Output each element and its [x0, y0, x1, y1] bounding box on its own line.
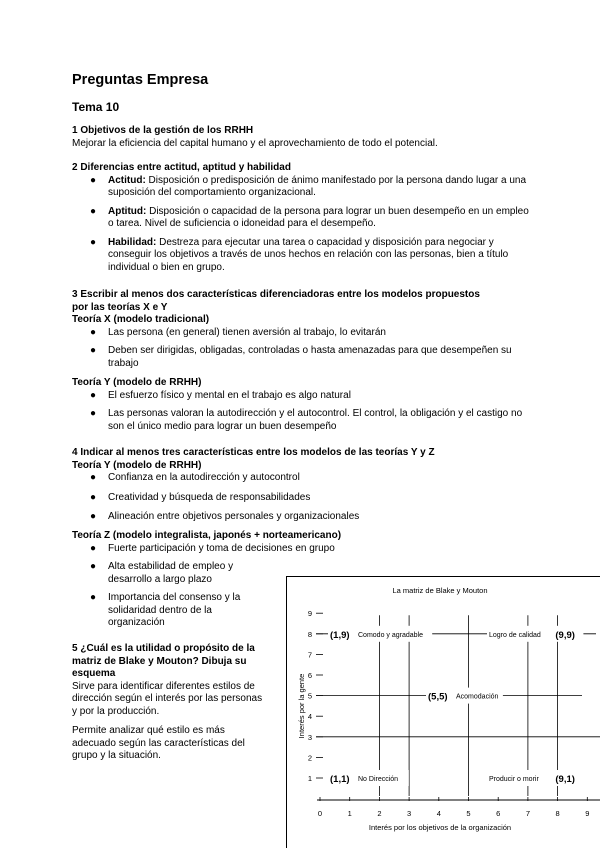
bullet-icon: ●: [90, 511, 96, 524]
section-5-p2: Permite analizar qué estilo es más adecuado según las características del grupo y la situación.: [72, 725, 268, 763]
list-item: [72, 592, 268, 630]
point-coord: (5,5): [428, 692, 448, 703]
section-1: [72, 125, 532, 150]
bullet-icon: ●: [90, 543, 96, 556]
section-5-heading: 5 ¿Cuál es la utilidad o propósito de la matriz de Blake y Mouton? Dibuja su esquema: [72, 643, 268, 681]
section-3-y: [72, 377, 532, 439]
list-item: [72, 561, 268, 586]
list-text: El esfuerzo físico y mental en el trabajo es algo natural: [108, 390, 351, 401]
bullet-icon: ●: [90, 327, 96, 340]
list-text: Alineación entre objetivos personales y organizacionales: [108, 511, 359, 522]
section-1-text: Mejorar la eficiencia del capital humano y el aprovechamiento de todo el potencial.: [72, 138, 532, 151]
x-tick-label: 9: [585, 809, 589, 818]
definition: Disposición o capacidad de la persona para lograr un buen desempeño en un empleo o tarea. Nivel de suficiencia o idoneidad para el desempeño.: [108, 206, 529, 230]
section-2-heading: 2 Diferencias entre actitud, aptitud y habilidad: [72, 162, 532, 175]
list-item: [72, 408, 532, 433]
bullet-icon: ●: [90, 561, 96, 574]
point-coord: (9,1): [555, 774, 575, 785]
y-tick-label: 4: [308, 712, 312, 721]
theory-y-title-2: Teoría Y (modelo de RRHH): [72, 460, 532, 473]
list-item: [72, 237, 532, 275]
point-coord: (9,9): [555, 630, 575, 641]
y-tick-label: 5: [308, 692, 312, 701]
y-tick-label: 3: [308, 733, 312, 742]
definition: Destreza para ejecutar una tarea o capacidad y disposición para negociar y conseguir los objetivos a través de unos hechos en relación con las personas, bien a título individual o bien en grupo.: [108, 237, 508, 273]
bullet-icon: ●: [90, 237, 96, 250]
point-label: No Dirección: [358, 776, 398, 783]
list-item: [72, 206, 532, 231]
point-label: Comodo y agradable: [358, 632, 423, 639]
page-title: Preguntas Empresa: [72, 72, 208, 88]
x-tick-label: 0: [318, 809, 322, 818]
section-4-heading: 4 Indicar al menos tres características entre los modelos de las teorías Y y Z: [72, 447, 532, 460]
y-tick-label: 9: [308, 609, 312, 618]
term: Habilidad:: [108, 237, 156, 248]
term: Aptitud:: [108, 206, 146, 217]
bullet-icon: ●: [90, 408, 96, 421]
definition: Disposición o predisposición de ánimo manifestado por la persona dando lugar a una suposición del comportamiento organizacional.: [108, 175, 526, 199]
chart-svg: [286, 576, 600, 848]
bullet-icon: ●: [90, 390, 96, 403]
list-text: Creatividad y búsqueda de responsabilidades: [108, 492, 310, 503]
bullet-icon: ●: [90, 206, 96, 219]
section-2-list: [72, 175, 532, 275]
x-tick-label: 6: [496, 809, 500, 818]
x-tick-label: 3: [407, 809, 411, 818]
list-text: Fuerte participación y toma de decisiones en grupo: [108, 543, 335, 554]
y-axis-label: Interés por la gente: [297, 674, 306, 739]
blake-mouton-chart: [286, 576, 600, 848]
theory-y-list-2: [72, 472, 532, 524]
x-tick-label: 7: [526, 809, 530, 818]
section-1-heading: 1 Objetivos de la gestión de los RRHH: [72, 125, 532, 138]
theory-x-list: [72, 327, 532, 371]
bullet-icon: ●: [90, 492, 96, 505]
y-tick-label: 2: [308, 753, 312, 762]
list-item: [72, 327, 532, 340]
x-axis-label: Interés por los objetivos de la organización: [369, 823, 511, 832]
list-item: [72, 492, 532, 505]
section-5-p1: Sirve para identificar diferentes estilos de dirección según el interés por las personas y por la producción.: [72, 681, 268, 719]
section-3-heading: 3 Escribir al menos dos características diferenciadoras entre los modelos propuestos por las teorías X e Y: [72, 289, 492, 314]
theory-x-title: Teoría X (modelo tradicional): [72, 314, 532, 327]
point-label: Logro de calidad: [489, 632, 541, 639]
x-tick-label: 4: [437, 809, 441, 818]
y-tick-label: 8: [308, 630, 312, 639]
list-item: [72, 472, 532, 485]
list-item: [72, 345, 532, 370]
bullet-icon: ●: [90, 592, 96, 605]
list-text: Confianza en la autodirección y autocontrol: [108, 472, 300, 483]
list-item: [72, 511, 532, 524]
x-tick-label: 2: [377, 809, 381, 818]
theory-y-list: [72, 390, 532, 434]
theory-y-title: Teoría Y (modelo de RRHH): [72, 377, 532, 390]
point-label: Acomodación: [456, 694, 499, 701]
section-4: [72, 447, 532, 531]
point-coord: (1,9): [330, 630, 350, 641]
section-5: [72, 643, 268, 763]
x-tick-label: 8: [556, 809, 560, 818]
x-tick-label: 1: [348, 809, 352, 818]
list-item: [72, 543, 532, 556]
list-text: Las personas valoran la autodirección y el autocontrol. El control, la obligación y el castigo no son el único medio para lograr un buen desempeño: [108, 408, 522, 432]
list-text: Deben ser dirigidas, obligadas, controladas o hasta amenazadas para que desempeñen su trabajo: [108, 345, 512, 369]
bullet-icon: ●: [90, 175, 96, 188]
chart-title: La matriz de Blake y Mouton: [392, 586, 487, 595]
y-tick-label: 1: [308, 774, 312, 783]
y-tick-label: 6: [308, 671, 312, 680]
list-text: Las persona (en general) tienen aversión al trabajo, lo evitarán: [108, 327, 386, 338]
term: Actitud:: [108, 175, 146, 186]
theory-z-title: Teoría Z (modelo integralista, japonés + norteamericano): [72, 530, 532, 543]
y-tick-label: 7: [308, 650, 312, 659]
section-3: [72, 289, 532, 376]
bullet-icon: ●: [90, 472, 96, 485]
topic-title: Tema 10: [72, 100, 119, 114]
x-tick-label: 5: [466, 809, 470, 818]
chart-frame: [287, 577, 600, 849]
list-text: Alta estabilidad de empleo y desarrollo a largo plazo: [108, 561, 233, 585]
list-item: [72, 175, 532, 200]
point-label: Producir o morir: [489, 776, 539, 783]
section-2: [72, 162, 532, 280]
point-coord: (1,1): [330, 774, 350, 785]
list-item: [72, 390, 532, 403]
bullet-icon: ●: [90, 345, 96, 358]
list-text: Importancia del consenso y la solidaridad dentro de la organización: [108, 592, 240, 628]
